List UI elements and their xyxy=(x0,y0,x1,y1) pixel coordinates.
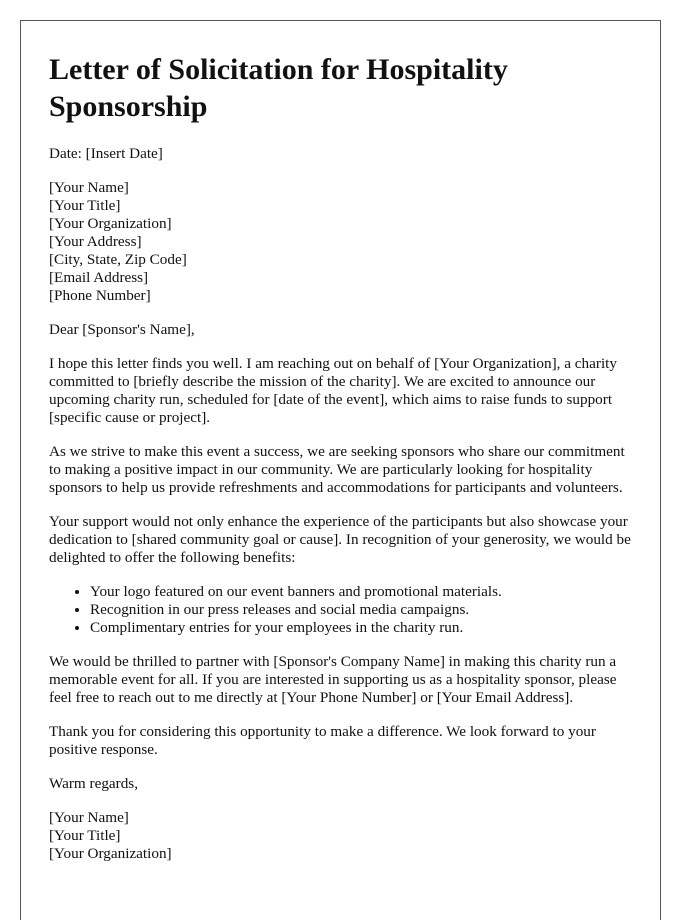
sender-title: [Your Title] xyxy=(49,197,121,214)
body-paragraph-partner: We would be thrilled to partner with [Sponsor's Company Name] in making this charity run a memorable event for all. If you are interested in supporting us as a hospitality sponsor, please feel free to reach out to me directly at [Your Phone Number] or [Your Email Address]. xyxy=(49,653,617,706)
sender-email: [Email Address] xyxy=(49,269,149,286)
signature-title: [Your Title] xyxy=(49,827,121,844)
signature-organization: [Your Organization] xyxy=(49,845,172,862)
benefit-item: • Recognition in our press releases and social media campaigns. xyxy=(90,601,632,619)
signoff: Warm regards, xyxy=(49,775,139,792)
signature-name: [Your Name] xyxy=(49,809,129,826)
signature-block xyxy=(49,809,632,863)
body-paragraph-benefits-intro: Your support would not only enhance the experience of the participants but also showcase your dedication to [shared community goal or cause]. In recognition of your generosity, we would be delighted to offer the following benefits: xyxy=(49,513,631,566)
sender-organization: [Your Organization] xyxy=(49,215,172,232)
sender-phone: [Phone Number] xyxy=(49,287,151,304)
sender-name: [Your Name] xyxy=(49,179,129,196)
sender-address: [Your Address] xyxy=(49,233,142,250)
sender-city-state-zip: [City, State, Zip Code] xyxy=(49,251,187,268)
body-paragraph-sponsors: As we strive to make this event a success, we are seeking sponsors who share our commitment to making a positive impact in our community. We are particularly looking for hospitality sponsors to help us provide refreshments and accommodations for participants and volunteers. xyxy=(49,443,625,496)
benefits-list xyxy=(49,583,632,637)
letter-title: Letter of Solicitation for Hospitality Sponsorship xyxy=(49,53,508,123)
sender-block xyxy=(49,179,632,305)
salutation: Dear [Sponsor's Name], xyxy=(49,321,195,338)
date-line: Date: [Insert Date] xyxy=(49,145,163,162)
benefit-item: • Complimentary entries for your employees in the charity run. xyxy=(90,619,632,637)
body-paragraph-intro: I hope this letter finds you well. I am reaching out on behalf of [Your Organization], a charity committed to [briefly describe the mission of the charity]. We are excited to announce our upcoming charity run, scheduled for [date of the event], which aims to raise funds to support [specific cause or project]. xyxy=(49,355,617,426)
letter-page xyxy=(20,20,661,920)
benefit-item: • Your logo featured on our event banners and promotional materials. xyxy=(90,583,632,601)
body-paragraph-thanks: Thank you for considering this opportunity to make a difference. We look forward to your positive response. xyxy=(49,723,596,758)
